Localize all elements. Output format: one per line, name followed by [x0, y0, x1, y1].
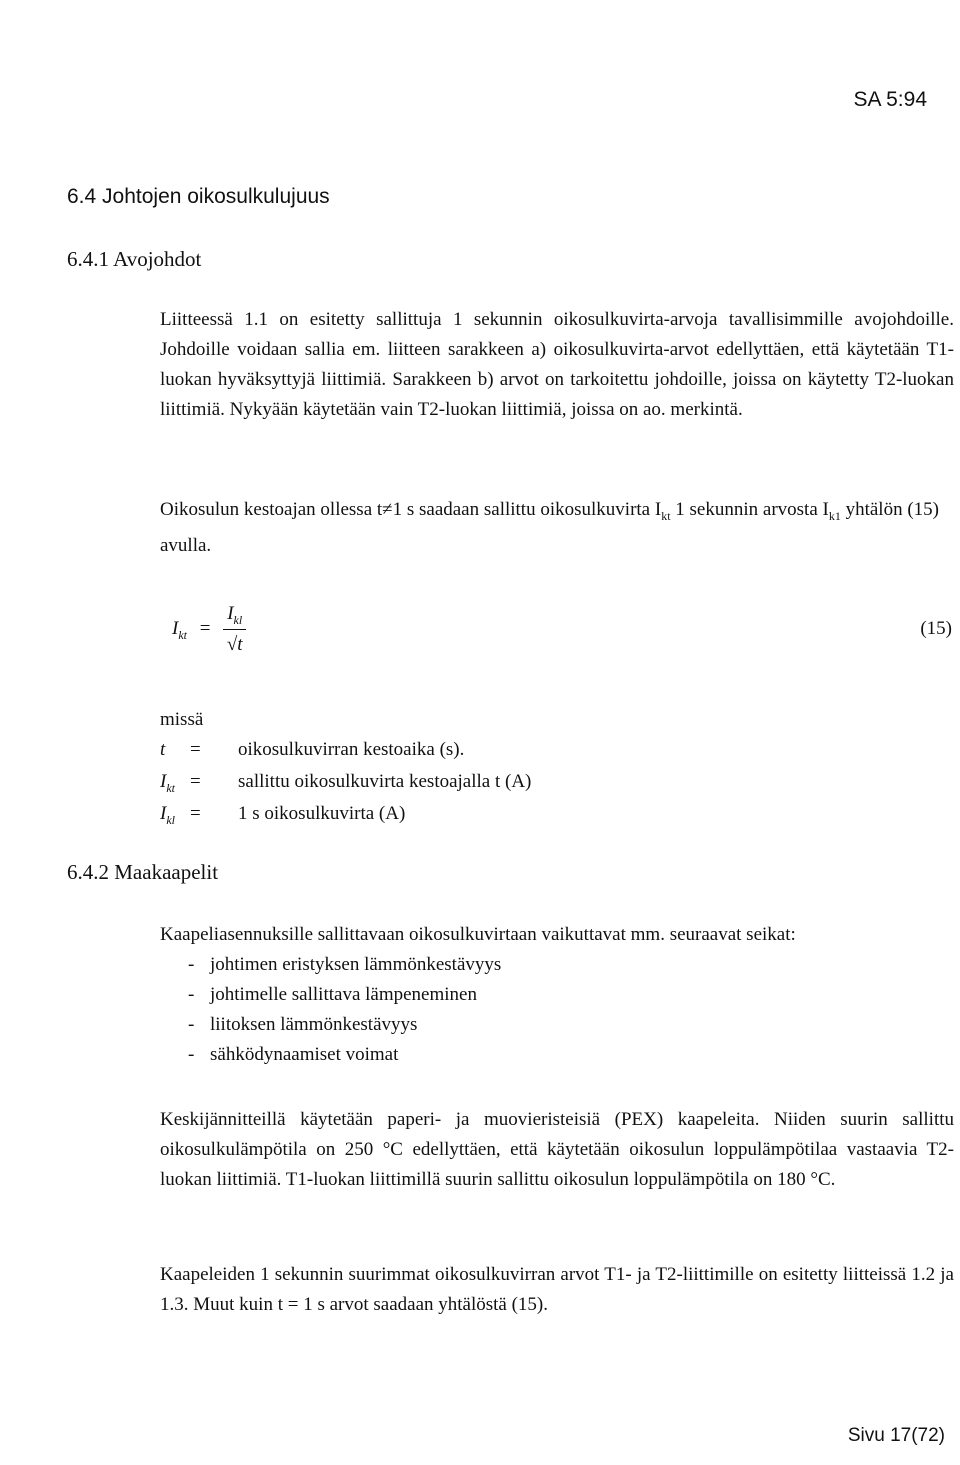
equation-fraction — [223, 603, 246, 656]
paragraph-avojohdot: Liitteessä 1.1 on esitetty sallittuja 1 sekunnin oikosulkuvirta-arvoja tavallisimmille avojohdoille. Johdoille voidaan sallia em. liitteen sarakkeen a) oikosulkuvirta-arvot edellyttäen, että käytetään T1-luokan hyväksyttyjä liittimiä. Sarakkeen b) arvot on tarkoitettu johdoille, joissa on käytetty T2-luokan liittimiä. Nykyään käytetään vain T2-luokan liittimiä, joissa on ao. merkintä. — [160, 309, 954, 420]
section-6-4-2-heading: 6.4.2 Maakaapelit — [67, 860, 219, 884]
page-number: Sivu 17(72) — [847, 1425, 945, 1446]
section-6-4-heading: 6.4 Johtojen oikosulkulujuus — [67, 185, 330, 208]
equation-15 — [172, 603, 246, 656]
equation-numerator: $I_{kl}$ — [223, 603, 246, 630]
paragraph-kaapeliasennukset: Kaapeliasennuksille sallittavaan oikosulkuvirtaan vaikuttavat mm. seuraavat seikat: — [160, 924, 796, 945]
paragraph-keskijannite: Keskijännitteillä käytetään paperi- ja muovieristeisiä (PEX) kaapeleita. Niiden suurin sallittu oikosulkulämpötila on 250 °C edellyttäen, että käytetään oikosulun loppulämpötilaa vastaavia T2-luokan liittimiä. T1-luokan liittimillä suurin sallittu oikosulun loppulämpötila on 180 °C. — [160, 1109, 954, 1190]
section-6-4-1-heading: 6.4.1 Avojohdot — [67, 247, 202, 271]
list-item: - sähködynaamiset voimat — [188, 1044, 399, 1065]
definitions-intro: missä — [160, 709, 204, 730]
equation-number: (15) — [920, 618, 952, 639]
paragraph-kestoaika: Oikosulun kestoajan ollessa t≠1 s saadaan sallittu oikosulkuvirta $I_{kt}$ 1 sekunnin arvosta $I_{k1}$ yhtälön (15) avulla. — [160, 499, 939, 556]
factor-list — [160, 950, 501, 1070]
list-item: - liitoksen lämmönkestävyys — [188, 1014, 418, 1035]
document-code: SA 5:94 — [853, 88, 927, 111]
definition-row-t: t = oikosulkuvirran kestoaika (s). — [160, 739, 465, 760]
list-item: - johtimelle sallittava lämpeneminen — [188, 984, 477, 1005]
definition-row-ikt: $I_{kt}$ = sallittu oikosulkuvirta kestoajalla t (A) — [160, 771, 532, 795]
definition-row-ikl: $I_{kl} = 1$ s oikosulkuvirta (A) — [160, 803, 406, 827]
list-item: - johtimen eristyksen lämmönkestävyys — [188, 954, 502, 975]
equation-denominator: √t — [226, 633, 243, 655]
paragraph-kaapeleiden-arvot: Kaapeleiden 1 sekunnin suurimmat oikosulkuvirran arvot T1- ja T2-liittimille on esitetty liitteissä 1.2 ja 1.3. Muut kuin t = 1 s arvot saadaan yhtälöstä (15). — [160, 1264, 954, 1315]
equation-equals: = — [199, 617, 211, 639]
equation-lhs: $I_{kt}$ — [172, 617, 187, 642]
